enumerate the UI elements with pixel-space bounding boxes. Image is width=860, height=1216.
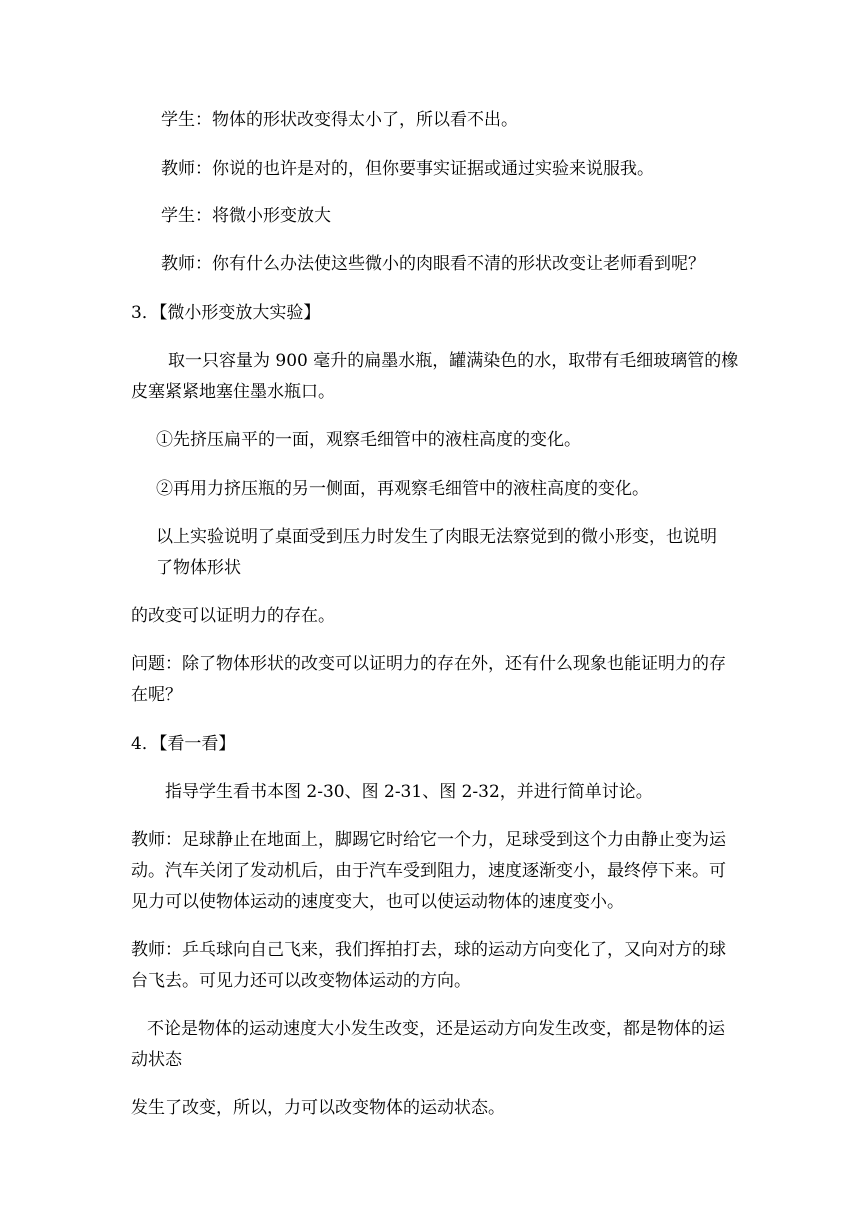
teacher-pingpong-line-1: 教师：乒乓球向自己飞来，我们挥拍打去，球的运动方向变化了，又向对方的球 [131, 940, 726, 960]
summary-line-3: 发生了改变，所以，力可以改变物体的运动状态。 [131, 1098, 505, 1118]
teacher-pingpong-line-2: 台飞去。可见力还可以改变物体运动的方向。 [131, 971, 471, 991]
conclusion-line-2: 了物体形状 [156, 558, 241, 578]
question-line-1: 问题：除了物体形状的改变可以证明力的存在外，还有什么现象也能证明力的存 [131, 654, 726, 674]
dialogue-teacher-1: 教师：你说的也许是对的，但你要事实证据或通过实验来说服我。 [161, 159, 654, 179]
teacher-football-line-1: 教师：足球静止在地面上，脚踢它时给它一个力，足球受到这个力由静止变为运 [131, 830, 726, 850]
dialogue-student-1: 学生：物体的形状改变得太小了，所以看不出。 [161, 110, 518, 130]
dialogue-student-2: 学生：将微小形变放大 [161, 206, 331, 226]
dialogue-teacher-2: 教师：你有什么办法使这些微小的肉眼看不清的形状改变让老师看到呢？ [161, 254, 705, 274]
section-heading-4: 4．【看一看】 [131, 734, 236, 754]
teacher-football-line-3: 见力可以使物体运动的速度变大，也可以使运动物体的速度变小。 [131, 892, 624, 912]
experiment-step-1: ①先挤压扁平的一面，观察毛细管中的液柱高度的变化。 [156, 430, 581, 450]
instruction-text: 指导学生看书本图 2-30、图 2-31、图 2-32，并进行简单讨论。 [165, 782, 653, 802]
question-line-2: 在呢？ [131, 685, 182, 705]
summary-line-1: 不论是物体的运动速度大小发生改变，还是运动方向发生改变，都是物体的运 [147, 1019, 725, 1039]
section-heading-3: 3．【微小形变放大实验】 [131, 303, 321, 323]
teacher-football-line-2: 动。汽车关闭了发动机后，由于汽车受到阻力，速度逐渐变小，最终停下来。可 [131, 861, 726, 881]
conclusion-line-1: 以上实验说明了桌面受到压力时发生了肉眼无法察觉到的微小形变，也说明 [156, 527, 717, 547]
experiment-text-line-2: 皮塞紧紧地塞住墨水瓶口。 [131, 382, 335, 402]
experiment-text-line-1: 取一只容量为 900 毫升的扁墨水瓶，罐满染色的水，取带有毛细玻璃管的橡 [168, 351, 739, 371]
summary-line-2: 动状态 [131, 1050, 182, 1070]
conclusion-line-3: 的改变可以证明力的存在。 [131, 606, 335, 626]
experiment-step-2: ②再用力挤压瓶的另一侧面，再观察毛细管中的液柱高度的变化。 [156, 479, 649, 499]
